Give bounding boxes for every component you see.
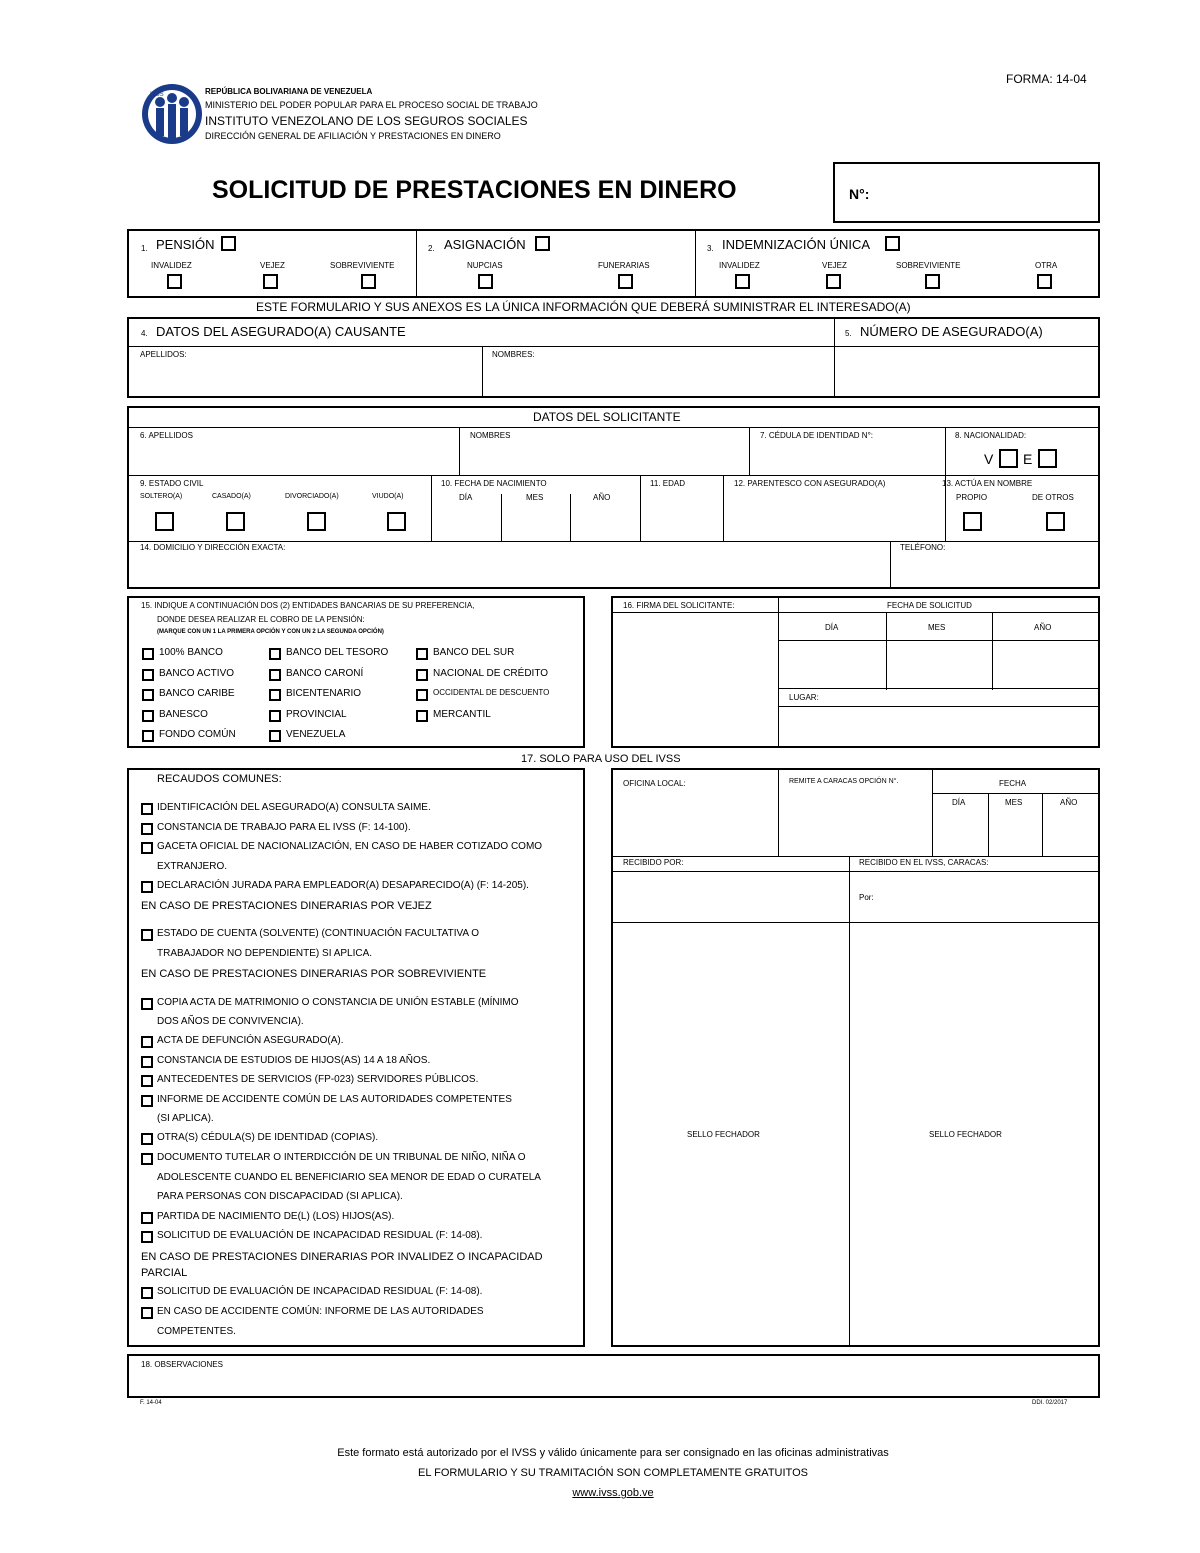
solicitante-nombres-label: NOMBRES bbox=[470, 431, 511, 440]
pension-vejez-label: VEJEZ bbox=[260, 261, 285, 270]
ivss-office-section bbox=[611, 768, 1100, 1347]
bank-col2-label-2: BICENTENARIO bbox=[286, 688, 362, 699]
asignacion-label: ASIGNACIÓN bbox=[444, 237, 526, 252]
header-line4: DIRECCIÓN GENERAL DE AFILIACIÓN Y PRESTACIONES EN DINERO bbox=[205, 131, 501, 141]
domicilio-label: 14. DOMICILIO Y DIRECCIÓN EXACTA: bbox=[140, 543, 286, 552]
recaudo-heading: EN CASO DE PRESTACIONES DINERARIAS POR SOBREVIVIENTE bbox=[141, 968, 487, 980]
header-line1: REPÚBLICA BOLIVARIANA DE VENEZUELA bbox=[205, 87, 373, 96]
footer-url[interactable]: www.ivss.gob.ve bbox=[572, 1487, 654, 1499]
firma-field[interactable] bbox=[613, 612, 775, 746]
sello-fechador-1: SELLO FECHADOR bbox=[687, 1130, 760, 1139]
bank-col3-label-2: OCCIDENTAL DE DESCUENTO bbox=[433, 688, 550, 697]
estado-civil-label: 9. ESTADO CIVIL bbox=[140, 479, 204, 488]
oficina-local-label: OFICINA LOCAL: bbox=[623, 779, 686, 788]
indemnizacion-invalidez-checkbox[interactable] bbox=[735, 274, 750, 289]
bank-col1-checkbox-2[interactable] bbox=[142, 689, 154, 701]
recaudo-item: ADOLESCENTE CUANDO EL BENEFICIARIO SEA MENOR DE EDAD O CURATELA bbox=[157, 1172, 541, 1183]
recaudo-checkbox-20[interactable] bbox=[141, 1212, 153, 1224]
footer-code-left: F. 14-04 bbox=[140, 1400, 162, 1406]
nacimiento-dia-label: DÍA bbox=[459, 493, 473, 502]
bank-col3-label-1: NACIONAL DE CRÉDITO bbox=[433, 667, 549, 679]
actua-label: 13. ACTÚA EN NOMBRE bbox=[942, 479, 1033, 488]
pension-vejez-checkbox[interactable] bbox=[263, 274, 278, 289]
recaudo-item: PARA PERSONAS CON DISCAPACIDAD (SI APLICA). bbox=[157, 1191, 403, 1202]
recibido-ivss-label: RECIBIDO EN EL IVSS, CARACAS: bbox=[859, 858, 989, 867]
numero-label: N°: bbox=[849, 186, 870, 202]
bancos-line3: (MARQUE CON UN 1 LA PRIMERA OPCIÓN Y CON UN 2 LA SEGUNDA OPCIÓN) bbox=[157, 629, 384, 635]
bank-col3-checkbox-1[interactable] bbox=[416, 669, 428, 681]
recaudo-item: COPIA ACTA DE MATRIMONIO O CONSTANCIA DE UNIÓN ESTABLE (MÍNIMO bbox=[157, 997, 519, 1008]
fecha-nacimiento-label: 10. FECHA DE NACIMIENTO bbox=[441, 479, 547, 488]
recaudo-item: DOCUMENTO TUTELAR O INTERDICCIÓN DE UN TRIBUNAL DE NIÑO, NIÑA O bbox=[157, 1152, 526, 1163]
solicitud-mes-label: MES bbox=[928, 623, 946, 632]
recaudo-checkbox-13[interactable] bbox=[141, 1075, 153, 1087]
asegurado-title: DATOS DEL ASEGURADO(A) CAUSANTE bbox=[156, 324, 406, 339]
recaudo-item: DECLARACIÓN JURADA PARA EMPLEADOR(A) DESAPARECIDO(A) (F: 14-205). bbox=[157, 880, 529, 891]
pension-invalidez-label: INVALIDEZ bbox=[151, 261, 192, 270]
nacionalidad-e-label: E bbox=[1023, 451, 1033, 467]
bank-col1-label-0: 100% BANCO bbox=[159, 647, 223, 658]
asignacion-funerarias-label: FUNERARIAS bbox=[598, 261, 650, 270]
recaudo-checkbox-9[interactable] bbox=[141, 998, 153, 1010]
casado-label: CASADO(A) bbox=[212, 493, 251, 500]
recaudo-item: PARTIDA DE NACIMIENTO DE(L) (LOS) HIJOS(AS). bbox=[157, 1211, 395, 1222]
bank-col1-label-1: BANCO ACTIVO bbox=[159, 667, 235, 679]
recaudo-checkbox-14[interactable] bbox=[141, 1095, 153, 1107]
asignacion-num: 2. bbox=[428, 244, 435, 253]
bank-col2-checkbox-4[interactable] bbox=[269, 730, 281, 742]
logo-text: IVSS bbox=[150, 92, 164, 98]
pension-num: 1. bbox=[141, 244, 148, 253]
recibido-por-label: RECIBIDO POR: bbox=[623, 858, 684, 867]
edad-label: 11. EDAD bbox=[650, 479, 685, 488]
asignacion-nupcias-label: NUPCIAS bbox=[467, 261, 503, 270]
asegurado-num: 4. bbox=[141, 329, 148, 338]
asegurado-apellidos-label: APELLIDOS: bbox=[140, 350, 187, 359]
firma-label: 16. FIRMA DEL SOLICITANTE: bbox=[623, 601, 735, 610]
recaudo-heading: EN CASO DE PRESTACIONES DINERARIAS POR VEJEZ bbox=[141, 900, 432, 912]
solicitud-dia-label: DÍA bbox=[825, 623, 839, 632]
recaudo-checkbox-21[interactable] bbox=[141, 1231, 153, 1243]
bank-col3-checkbox-0[interactable] bbox=[416, 648, 428, 660]
numero-asegurado-title: NÚMERO DE ASEGURADO(A) bbox=[860, 324, 1043, 339]
asignacion-checkbox[interactable] bbox=[535, 236, 550, 251]
indemnizacion-num: 3. bbox=[707, 244, 714, 253]
nacionalidad-v-checkbox[interactable] bbox=[999, 449, 1018, 468]
nacionalidad-e-checkbox[interactable] bbox=[1038, 449, 1057, 468]
ivss-mes-label: MES bbox=[1005, 798, 1023, 807]
recaudo-item: ACTA DE DEFUNCIÓN ASEGURADO(A). bbox=[157, 1035, 344, 1046]
bank-col2-checkbox-0[interactable] bbox=[269, 648, 281, 660]
pension-label: PENSIÓN bbox=[156, 237, 215, 252]
domicilio-field[interactable] bbox=[130, 556, 885, 586]
bank-col3-label-0: BANCO DEL SUR bbox=[433, 647, 515, 658]
pension-invalidez-checkbox[interactable] bbox=[167, 274, 182, 289]
bank-col1-label-2: BANCO CARIBE bbox=[159, 688, 235, 699]
asegurado-nombres-field[interactable] bbox=[483, 363, 831, 395]
bank-col2-checkbox-3[interactable] bbox=[269, 710, 281, 722]
recaudo-item: INFORME DE ACCIDENTE COMÚN DE LAS AUTORIDADES COMPETENTES bbox=[157, 1094, 512, 1105]
cedula-label: 7. CÉDULA DE IDENTIDAD N°: bbox=[760, 431, 873, 440]
indemnizacion-otra-checkbox[interactable] bbox=[1037, 274, 1052, 289]
footer-code-right: DDI. 02/2017 bbox=[1032, 1400, 1068, 1406]
footer-line2: EL FORMULARIO Y SU TRAMITACIÓN SON COMPLETAMENTE GRATUITOS bbox=[418, 1467, 808, 1479]
recaudo-item: ESTADO DE CUENTA (SOLVENTE) (CONTINUACIÓN FACULTATIVA O bbox=[157, 928, 480, 939]
indemnizacion-vejez-checkbox[interactable] bbox=[826, 274, 841, 289]
recaudo-item: SOLICITUD DE EVALUACIÓN DE INCAPACIDAD RESIDUAL (F: 14-08). bbox=[157, 1230, 483, 1241]
soltero-checkbox[interactable] bbox=[155, 512, 174, 531]
header-line2: MINISTERIO DEL PODER POPULAR PARA EL PROCESO SOCIAL DE TRABAJO bbox=[205, 100, 538, 110]
recaudo-checkbox-25[interactable] bbox=[141, 1307, 153, 1319]
indemnizacion-checkbox[interactable] bbox=[885, 236, 900, 251]
recaudo-heading: EN CASO DE PRESTACIONES DINERARIAS POR INVALIDEZ O INCAPACIDAD bbox=[141, 1251, 543, 1263]
ivss-dia-label: DÍA bbox=[952, 798, 966, 807]
fecha-solicitud-label: FECHA DE SOLICITUD bbox=[887, 601, 972, 610]
indemnizacion-invalidez-label: INVALIDEZ bbox=[719, 261, 760, 270]
otros-checkbox[interactable] bbox=[1046, 512, 1065, 531]
bancos-line1: 15. INDIQUE A CONTINUACIÓN DOS (2) ENTIDADES BANCARIAS DE SU PREFERENCIA, bbox=[141, 601, 475, 610]
bank-col2-label-3: PROVINCIAL bbox=[286, 708, 347, 720]
telefono-field[interactable] bbox=[891, 556, 1097, 586]
recaudo-checkbox-12[interactable] bbox=[141, 1056, 153, 1068]
viudo-label: VIUDO(A) bbox=[372, 493, 404, 500]
otros-label: DE OTROS bbox=[1032, 493, 1074, 502]
page-title: SOLICITUD DE PRESTACIONES EN DINERO bbox=[212, 176, 737, 204]
recaudo-checkbox-11[interactable] bbox=[141, 1036, 153, 1048]
nacionalidad-label: 8. NACIONALIDAD: bbox=[955, 431, 1027, 440]
indemnizacion-label: INDEMNIZACIÓN ÚNICA bbox=[722, 237, 871, 252]
numero-box[interactable] bbox=[833, 162, 1100, 223]
bank-col1-checkbox-4[interactable] bbox=[142, 730, 154, 742]
bank-col1-checkbox-0[interactable] bbox=[142, 648, 154, 660]
lugar-label: LUGAR: bbox=[789, 693, 819, 702]
form-code: FORMA: 14-04 bbox=[1006, 72, 1087, 86]
recaudo-item: SOLICITUD DE EVALUACIÓN DE INCAPACIDAD RESIDUAL (F: 14-08). bbox=[157, 1286, 483, 1297]
recaudo-checkbox-1[interactable] bbox=[141, 823, 153, 835]
ivss-anio-label: AÑO bbox=[1060, 798, 1078, 807]
observaciones-label: 18. OBSERVACIONES bbox=[141, 1360, 223, 1369]
indemnizacion-sobreviviente-label: SOBREVIVIENTE bbox=[896, 261, 961, 270]
recaudo-item: TRABAJADOR NO DEPENDIENTE) SI APLICA. bbox=[157, 948, 373, 959]
recaudo-item: EN CASO DE ACCIDENTE COMÚN: INFORME DE LAS AUTORIDADES bbox=[157, 1306, 484, 1317]
solicitud-anio-label: AÑO bbox=[1034, 623, 1052, 632]
parentesco-label: 12. PARENTESCO CON ASEGURADO(A) bbox=[734, 479, 886, 488]
bank-col2-checkbox-1[interactable] bbox=[269, 669, 281, 681]
bank-col3-checkbox-3[interactable] bbox=[416, 710, 428, 722]
solicitante-nombres-field[interactable] bbox=[460, 444, 748, 473]
propio-checkbox[interactable] bbox=[963, 512, 982, 531]
recaudo-item: COMPETENTES. bbox=[157, 1326, 236, 1337]
recaudo-item: OTRA(S) CÉDULA(S) DE IDENTIDAD (COPIAS). bbox=[157, 1132, 379, 1143]
bank-col2-checkbox-2[interactable] bbox=[269, 689, 281, 701]
recaudos-title: RECAUDOS COMUNES: bbox=[157, 773, 282, 785]
indemnizacion-otra-label: OTRA bbox=[1035, 261, 1058, 270]
asegurado-nombres-label: NOMBRES: bbox=[492, 350, 535, 359]
divorciado-label: DIVORCIADO(A) bbox=[285, 493, 339, 500]
lugar-field[interactable] bbox=[779, 708, 1097, 746]
numero-asegurado-field[interactable] bbox=[835, 346, 1097, 395]
recaudo-item: ANTECEDENTES DE SERVICIOS (FP-023) SERVIDORES PÚBLICOS. bbox=[157, 1074, 479, 1085]
indemnizacion-sobreviviente-checkbox[interactable] bbox=[925, 274, 940, 289]
bank-col3-checkbox-2[interactable] bbox=[416, 689, 428, 701]
bank-col1-label-3: BANESCO bbox=[159, 708, 208, 720]
recaudo-item: IDENTIFICACIÓN DEL ASEGURADO(A) CONSULTA SAIME. bbox=[157, 802, 431, 813]
soltero-label: SOLTERO(A) bbox=[140, 493, 183, 500]
recaudo-checkbox-2[interactable] bbox=[141, 842, 153, 854]
solicitante-apellidos-label: 6. APELLIDOS bbox=[140, 431, 193, 440]
bank-col2-label-1: BANCO CARONÍ bbox=[286, 667, 364, 679]
recaudo-checkbox-0[interactable] bbox=[141, 803, 153, 815]
recaudo-item: EXTRANJERO. bbox=[157, 861, 228, 872]
pension-checkbox[interactable] bbox=[221, 236, 236, 251]
solicitante-apellidos-field[interactable] bbox=[130, 444, 456, 473]
ivss-logo bbox=[140, 82, 204, 146]
recaudo-item: DOS AÑOS DE CONVIVENCIA). bbox=[157, 1016, 304, 1027]
casado-checkbox[interactable] bbox=[226, 512, 245, 531]
footer-line1: Este formato está autorizado por el IVSS y válido únicamente para ser consignado en las oficinas administrativas bbox=[337, 1447, 889, 1459]
recaudo-item: CONSTANCIA DE TRABAJO PARA EL IVSS (F: 14-100). bbox=[157, 822, 411, 833]
nacimiento-mes-label: MES bbox=[526, 493, 544, 502]
recaudo-checkbox-4[interactable] bbox=[141, 881, 153, 893]
pension-sobreviviente-label: SOBREVIVIENTE bbox=[330, 261, 395, 270]
recaudo-item: (SI APLICA). bbox=[157, 1113, 214, 1124]
observaciones-section[interactable] bbox=[127, 1354, 1100, 1398]
numero-asegurado-num: 5. bbox=[845, 329, 852, 338]
por-label: Por: bbox=[859, 893, 874, 902]
propio-label: PROPIO bbox=[956, 493, 988, 502]
bank-col1-checkbox-1[interactable] bbox=[142, 669, 154, 681]
pension-sobreviviente-checkbox[interactable] bbox=[361, 274, 376, 289]
asegurado-apellidos-field[interactable] bbox=[130, 363, 480, 395]
recaudo-heading: PARCIAL bbox=[141, 1267, 188, 1279]
bank-col2-label-0: BANCO DEL TESORO bbox=[286, 647, 389, 658]
uso-ivss-title: 17. SOLO PARA USO DEL IVSS bbox=[521, 753, 681, 765]
solicitante-title: DATOS DEL SOLICITANTE bbox=[533, 410, 681, 424]
bank-col3-label-3: MERCANTIL bbox=[433, 708, 491, 720]
remite-label: REMITE A CARACAS OPCIÓN N°. bbox=[789, 778, 899, 785]
header-line3: INSTITUTO VENEZOLANO DE LOS SEGUROS SOCIALES bbox=[205, 114, 528, 128]
notice-text: ESTE FORMULARIO Y SUS ANEXOS ES LA ÚNICA INFORMACIÓN QUE DEBERÁ SUMINISTRAR EL INTERESADO(A) bbox=[256, 300, 911, 314]
telefono-label: TELÉFONO: bbox=[900, 543, 946, 552]
bank-col1-checkbox-3[interactable] bbox=[142, 710, 154, 722]
recaudo-checkbox-17[interactable] bbox=[141, 1153, 153, 1165]
recaudo-item: GACETA OFICIAL DE NACIONALIZACIÓN, EN CASO DE HABER COTIZADO COMO bbox=[157, 841, 543, 852]
bank-col2-label-4: VENEZUELA bbox=[286, 729, 346, 740]
nacionalidad-v-label: V bbox=[984, 451, 994, 467]
bank-col1-label-4: FONDO COMÚN bbox=[159, 729, 236, 740]
bancos-line2: DONDE DESEA REALIZAR EL COBRO DE LA PENSIÓN: bbox=[157, 615, 365, 624]
divorciado-checkbox[interactable] bbox=[307, 512, 326, 531]
recaudo-checkbox-6[interactable] bbox=[141, 929, 153, 941]
nacimiento-anio-label: AÑO bbox=[593, 493, 611, 502]
indemnizacion-vejez-label: VEJEZ bbox=[822, 261, 847, 270]
asignacion-funerarias-checkbox[interactable] bbox=[618, 274, 633, 289]
cedula-field[interactable] bbox=[750, 444, 943, 473]
recaudo-item: CONSTANCIA DE ESTUDIOS DE HIJOS(AS) 14 A 18 AÑOS. bbox=[157, 1055, 431, 1066]
viudo-checkbox[interactable] bbox=[387, 512, 406, 531]
recaudo-checkbox-16[interactable] bbox=[141, 1133, 153, 1145]
ivss-fecha-label: FECHA bbox=[999, 779, 1027, 788]
sello-fechador-2: SELLO FECHADOR bbox=[929, 1130, 1002, 1139]
asignacion-nupcias-checkbox[interactable] bbox=[478, 274, 493, 289]
recaudo-checkbox-24[interactable] bbox=[141, 1287, 153, 1299]
